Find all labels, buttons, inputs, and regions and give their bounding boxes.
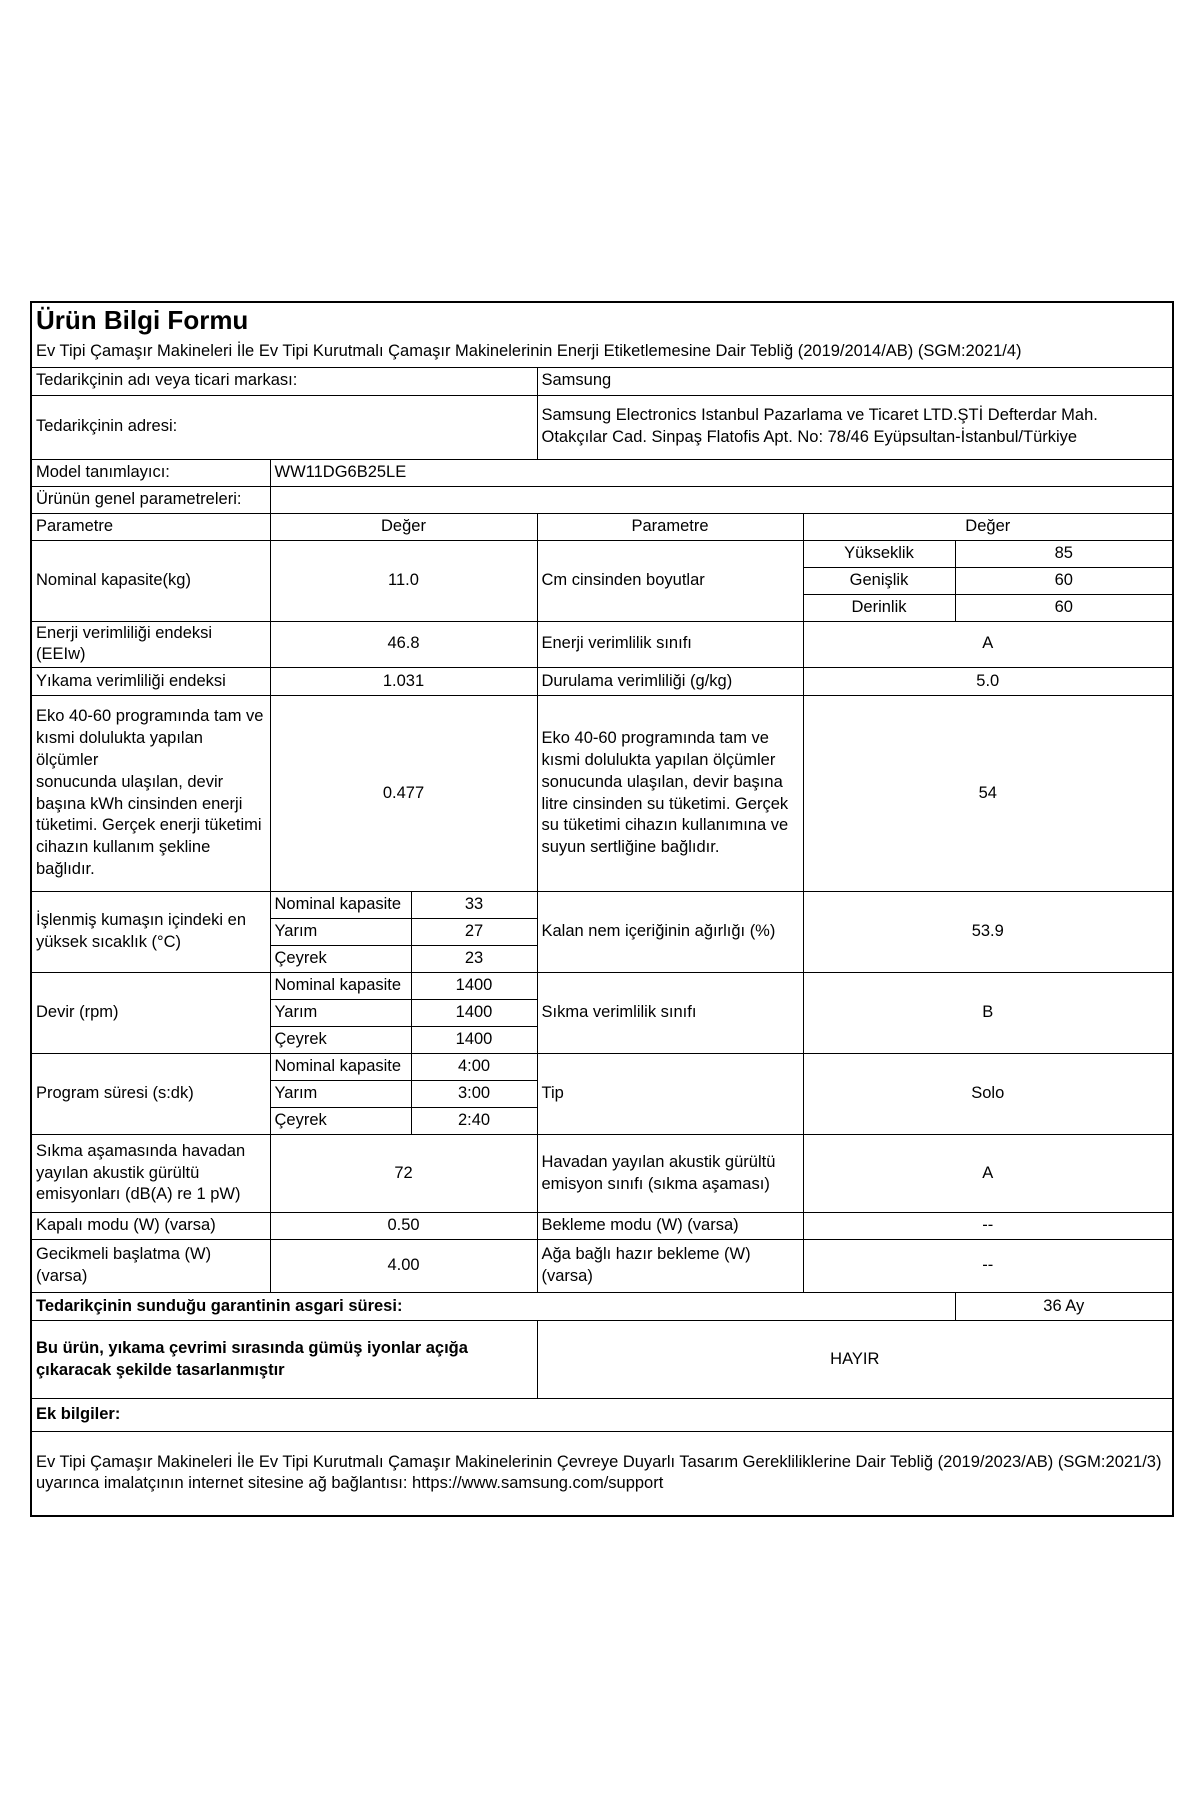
water-consumption-line: su tüketimi cihazın kullanımına ve <box>541 816 789 835</box>
eei-label: Enerji verimliliği endeksi (EEIw) <box>31 621 270 668</box>
temperature-row-label: Nominal kapasite <box>270 892 411 919</box>
off-mode-label: Kapalı modu (W) (varsa) <box>31 1213 270 1240</box>
silver-ions-value: HAYIR <box>537 1321 1173 1399</box>
water-consumption-line: suyun sertliğine bağlıdır. <box>541 838 720 857</box>
temperature-label-line: İşlenmiş kumaşın içindeki en <box>36 911 247 930</box>
energy-consumption-label <box>31 696 270 892</box>
noise-label <box>31 1135 270 1213</box>
rinse-label: Durulama verimliliği (g/kg) <box>537 668 803 696</box>
program-duration-row-value: 3:00 <box>411 1081 537 1108</box>
rinse-value: 5.0 <box>803 668 1173 696</box>
general-parameters-label: Ürünün genel parametreleri: <box>31 486 270 513</box>
energy-consumption-line: sonucunda ulaşılan, devir <box>36 772 224 791</box>
noise-label-line: Sıkma aşamasında havadan <box>36 1141 246 1160</box>
water-consumption-line: kısmi dolulukta yapılan ölçümler <box>541 751 776 769</box>
energy-consumption-line: Eko 40-60 programında tam ve <box>36 707 264 726</box>
noise-class-label-line: Havadan yayılan akustik gürültü <box>541 1152 776 1171</box>
temperature-row-value: 23 <box>411 946 537 973</box>
moisture-value: 53.9 <box>803 892 1173 973</box>
noise-value: 72 <box>270 1135 537 1213</box>
type-value: Solo <box>803 1054 1173 1135</box>
dimensions-label: Cm cinsinden boyutlar <box>537 540 803 621</box>
temperature-row-value: 33 <box>411 892 537 919</box>
supplier-address-value: Samsung Electronics Istanbul Pazarlama ve Ticaret LTD.ŞTİ Defterdar Mah. Otakçılar Cad. Sinpaş Flatofis Apt. No: 78/46 Eyüpsultan-İstanbul/Türkiye <box>537 395 1173 459</box>
energy-consumption-line: başına kWh cinsinden enerji <box>36 794 243 813</box>
type-label: Tip <box>537 1054 803 1135</box>
model-label: Model tanımlayıcı: <box>31 459 270 486</box>
eei-value: 46.8 <box>270 621 537 668</box>
spin-speed-label: Devir (rpm) <box>31 973 270 1054</box>
moisture-label: Kalan nem içeriğinin ağırlığı (%) <box>537 892 803 973</box>
water-consumption-line: litre cinsinden su tüketimi. Gerçek <box>541 794 789 813</box>
standby-value: -- <box>803 1213 1173 1240</box>
spin-speed-row-label: Nominal kapasite <box>270 973 411 1000</box>
spin-class-value: B <box>803 973 1173 1054</box>
form-subtitle: Ev Tipi Çamaşır Makineleri İle Ev Tipi Kurutmalı Çamaşır Makinelerinin Enerji Etiketlemesine Dair Tebliğ (2019/2014/AB) (SGM:2021/4) <box>31 338 1173 367</box>
temperature-row-value: 27 <box>411 919 537 946</box>
temperature-label <box>31 892 270 973</box>
warranty-value: 36 Ay <box>955 1293 1173 1321</box>
product-info-sheet <box>30 301 1172 1517</box>
standby-label: Bekleme modu (W) (varsa) <box>537 1213 803 1240</box>
supplier-name-label: Tedarikçinin adı veya ticari markası: <box>31 367 537 395</box>
spin-speed-row-label: Yarım <box>270 1000 411 1027</box>
silver-ions-label-line: Bu ürün, yıkama çevrimi sırasında gümüş iyonlar açığa <box>36 1338 468 1357</box>
temperature-label-line: yüksek sıcaklık (°C) <box>36 933 182 952</box>
spin-speed-row-value: 1400 <box>411 1027 537 1054</box>
network-standby-value: -- <box>803 1240 1173 1293</box>
capacity-label: Nominal kapasite(kg) <box>31 540 270 621</box>
off-mode-value: 0.50 <box>270 1213 537 1240</box>
spin-speed-row-value: 1400 <box>411 1000 537 1027</box>
depth-label: Derinlik <box>803 594 955 621</box>
height-value: 85 <box>955 540 1173 567</box>
header-value-left: Değer <box>270 513 537 540</box>
spin-speed-row-value: 1400 <box>411 973 537 1000</box>
additional-info-label: Ek bilgiler: <box>31 1399 1173 1432</box>
noise-label-line: emisyonları (dB(A) re 1 pW) <box>36 1185 241 1204</box>
supplier-address-label: Tedarikçinin adresi: <box>31 395 537 459</box>
header-value-right: Değer <box>803 513 1173 540</box>
header-parameter-left: Parametre <box>31 513 270 540</box>
temperature-row-label: Yarım <box>270 919 411 946</box>
network-standby-label-line: Ağa bağlı hazır bekleme (W) <box>541 1245 751 1264</box>
program-duration-row-label: Çeyrek <box>270 1108 411 1135</box>
width-value: 60 <box>955 567 1173 594</box>
energy-class-label: Enerji verimlilik sınıfı <box>537 621 803 668</box>
form-title: Ürün Bilgi Formu <box>31 302 1173 338</box>
height-label: Yükseklik <box>803 540 955 567</box>
delay-start-value: 4.00 <box>270 1240 537 1293</box>
energy-consumption-line: cihazın kullanım şekline bağlıdır. <box>36 838 211 878</box>
program-duration-row-value: 4:00 <box>411 1054 537 1081</box>
supplier-name-value: Samsung <box>537 367 1173 395</box>
width-label: Genişlik <box>803 567 955 594</box>
program-duration-row-label: Yarım <box>270 1081 411 1108</box>
program-duration-row-label: Nominal kapasite <box>270 1054 411 1081</box>
water-consumption-line: Eko 40-60 programında tam ve <box>541 729 769 748</box>
model-value: WW11DG6B25LE <box>270 459 1173 486</box>
header-parameter-right: Parametre <box>537 513 803 540</box>
energy-consumption-line: tüketimi. Gerçek enerji tüketimi <box>36 816 262 835</box>
silver-ions-label <box>31 1321 537 1399</box>
capacity-value: 11.0 <box>270 540 537 621</box>
water-consumption-value: 54 <box>803 696 1173 892</box>
network-standby-label-line: (varsa) <box>541 1267 593 1286</box>
wash-index-value: 1.031 <box>270 668 537 696</box>
depth-value: 60 <box>955 594 1173 621</box>
spin-speed-row-label: Çeyrek <box>270 1027 411 1054</box>
additional-info-text: Ev Tipi Çamaşır Makineleri İle Ev Tipi Kurutmalı Çamaşır Makinelerinin Çevreye Duyarlı Tasarım Gerekliliklerine Dair Tebliğ (2019/2023/AB) (SGM:2021/3) uyarınca imalatçının internet sitesine ağ bağlantısı: https://www.samsung.com/support <box>31 1432 1173 1516</box>
noise-label-line: yayılan akustik gürültü <box>36 1163 200 1182</box>
delay-start-label: Gecikmeli başlatma (W) (varsa) <box>31 1240 270 1293</box>
product-info-table <box>30 301 1174 1517</box>
noise-class-label <box>537 1135 803 1213</box>
water-consumption-label <box>537 696 803 892</box>
energy-class-value: A <box>803 621 1173 668</box>
general-parameters-value <box>270 486 1173 513</box>
energy-consumption-line: kısmi dolulukta yapılan ölçümler <box>36 729 203 769</box>
temperature-row-label: Çeyrek <box>270 946 411 973</box>
noise-class-label-line: emisyon sınıfı (sıkma aşaması) <box>541 1174 770 1193</box>
program-duration-label: Program süresi (s:dk) <box>31 1054 270 1135</box>
silver-ions-label-line: çıkaracak şekilde tasarlanmıştır <box>36 1360 285 1379</box>
energy-consumption-value: 0.477 <box>270 696 537 892</box>
network-standby-label <box>537 1240 803 1293</box>
warranty-label: Tedarikçinin sunduğu garantinin asgari süresi: <box>31 1293 955 1321</box>
water-consumption-line: sonucunda ulaşılan, devir başına <box>541 772 783 791</box>
spin-class-label: Sıkma verimlilik sınıfı <box>537 973 803 1054</box>
wash-index-label: Yıkama verimliliği endeksi <box>31 668 270 696</box>
noise-class-value: A <box>803 1135 1173 1213</box>
program-duration-row-value: 2:40 <box>411 1108 537 1135</box>
